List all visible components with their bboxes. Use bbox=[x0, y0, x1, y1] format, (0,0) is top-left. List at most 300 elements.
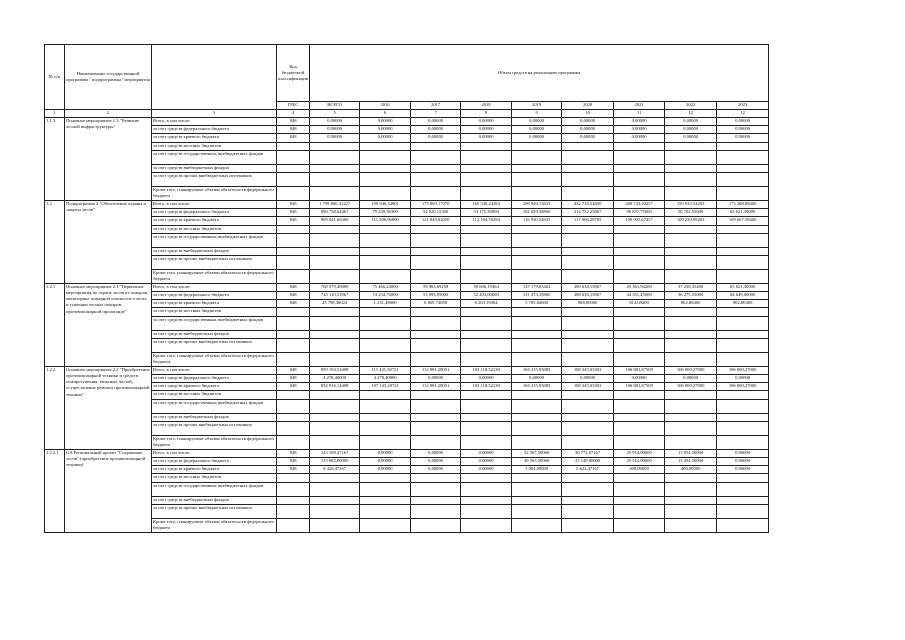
column-number: 6 bbox=[360, 110, 411, 118]
table-row bbox=[45, 269, 769, 283]
amount-cell bbox=[310, 352, 360, 366]
amount-cell bbox=[512, 421, 562, 435]
amount-cell: 0,00000 bbox=[461, 126, 512, 134]
table-row bbox=[45, 300, 769, 308]
grbs-code bbox=[277, 496, 310, 504]
amount-cell: 116 930,54833 bbox=[512, 217, 562, 225]
amount-cell: 59 963,69258 bbox=[411, 283, 461, 291]
amount-cell bbox=[665, 316, 717, 330]
col-header-year: 2018 bbox=[461, 102, 512, 110]
amount-cell: 182 059,58800 bbox=[512, 209, 562, 217]
grbs-code bbox=[277, 142, 310, 150]
grbs-code bbox=[277, 391, 310, 399]
amount-cell: 44 351,25000 bbox=[614, 292, 665, 300]
col-header-code: Код бюджетной классификации bbox=[277, 45, 310, 102]
amount-cell: 90 837,75000 bbox=[614, 209, 665, 217]
funding-source: за счет средств краевого бюджета bbox=[152, 466, 277, 474]
amount-cell: 0,00000 bbox=[512, 118, 562, 126]
amount-cell: 0,00000 bbox=[360, 134, 411, 142]
amount-cell bbox=[717, 255, 769, 269]
amount-cell bbox=[665, 186, 717, 200]
grbs-code bbox=[277, 172, 310, 186]
amount-cell bbox=[614, 518, 665, 532]
funding-source: за счет средств местных бюджетов bbox=[152, 474, 277, 482]
amount-cell: 104 415,93085 bbox=[512, 383, 562, 391]
amount-cell: 0,00000 bbox=[562, 126, 614, 134]
amount-cell bbox=[411, 225, 461, 233]
table-row bbox=[45, 142, 769, 150]
amount-cell: 45 514,00000 bbox=[614, 457, 665, 465]
amount-cell: 0,00000 bbox=[717, 126, 769, 134]
grbs-code bbox=[277, 255, 310, 269]
table-row bbox=[45, 134, 769, 142]
col-header-num: № п/п bbox=[45, 45, 65, 110]
amount-cell bbox=[310, 518, 360, 532]
amount-cell bbox=[411, 391, 461, 399]
table-row bbox=[45, 225, 769, 233]
amount-cell bbox=[562, 225, 614, 233]
amount-cell: 0,00000 bbox=[665, 375, 717, 383]
funding-source: Всего, в том числе: bbox=[152, 449, 277, 457]
amount-cell bbox=[614, 482, 665, 496]
amount-cell bbox=[665, 225, 717, 233]
amount-cell bbox=[411, 504, 461, 518]
amount-cell bbox=[614, 186, 665, 200]
amount-cell bbox=[717, 316, 769, 330]
amount-cell: 5 622,47167 bbox=[562, 466, 614, 474]
grbs-code: 848 bbox=[277, 134, 310, 142]
amount-cell: 0,00000 bbox=[360, 449, 411, 457]
amount-cell: 0,00000 bbox=[614, 126, 665, 134]
amount-cell: 165 540,24284 bbox=[461, 200, 512, 208]
grbs-code: 848 bbox=[277, 366, 310, 374]
amount-cell: 3 004,00000 bbox=[512, 466, 562, 474]
grbs-code bbox=[277, 352, 310, 366]
program-name: Основное мероприятие 1.3 "Развитие лесной инфраструктуры" bbox=[65, 118, 152, 201]
amount-cell bbox=[461, 186, 512, 200]
column-number: 2 bbox=[65, 110, 152, 118]
amount-cell bbox=[461, 142, 512, 150]
funding-source: за счет средств краевого бюджета bbox=[152, 134, 277, 142]
amount-cell: 137 179,03402 bbox=[512, 283, 562, 291]
table-row bbox=[45, 504, 769, 518]
column-number: 8 bbox=[461, 110, 512, 118]
table-row bbox=[45, 375, 769, 383]
table-row bbox=[45, 399, 769, 413]
table-row bbox=[45, 482, 769, 496]
amount-cell bbox=[411, 150, 461, 164]
amount-cell: 65 621,30000 bbox=[717, 209, 769, 217]
grbs-code bbox=[277, 316, 310, 330]
funding-source: за счет средств государственных внебюджетных фондов bbox=[152, 316, 277, 330]
amount-cell bbox=[461, 435, 512, 449]
amount-cell bbox=[411, 255, 461, 269]
amount-cell bbox=[717, 186, 769, 200]
amount-cell bbox=[562, 352, 614, 366]
amount-cell bbox=[310, 255, 360, 269]
amount-cell: 909 041,66360 bbox=[310, 217, 360, 225]
amount-cell: 108 345,03302 bbox=[562, 366, 614, 374]
amount-cell bbox=[360, 255, 411, 269]
grbs-code: 848 bbox=[277, 217, 310, 225]
amount-cell: 109 905,67257 bbox=[614, 217, 665, 225]
column-number: 4 bbox=[277, 110, 310, 118]
amount-cell: 988,00000 bbox=[562, 300, 614, 308]
amount-cell: 49 563,50000 bbox=[512, 457, 562, 465]
amount-cell bbox=[310, 186, 360, 200]
grbs-code bbox=[277, 518, 310, 532]
amount-cell bbox=[717, 150, 769, 164]
amount-cell bbox=[512, 308, 562, 316]
col-header-year: 2021 bbox=[614, 102, 665, 110]
amount-cell bbox=[512, 142, 562, 150]
grbs-code bbox=[277, 413, 310, 421]
table-row bbox=[45, 449, 769, 457]
amount-cell bbox=[717, 518, 769, 532]
amount-cell bbox=[512, 172, 562, 186]
amount-cell: 131 473,18800 bbox=[512, 292, 562, 300]
amount-cell bbox=[665, 338, 717, 352]
amount-cell bbox=[411, 233, 461, 247]
amount-cell: 117 966,29783 bbox=[562, 217, 614, 225]
amount-cell: 103 118,52130 bbox=[461, 383, 512, 391]
table-row bbox=[45, 150, 769, 164]
amount-cell bbox=[562, 142, 614, 150]
amount-cell bbox=[562, 504, 614, 518]
table-row bbox=[45, 474, 769, 482]
amount-cell: 0,00000 bbox=[461, 449, 512, 457]
amount-cell: 0,00000 bbox=[411, 375, 461, 383]
grbs-code: 848 bbox=[277, 457, 310, 465]
grbs-code: 848 bbox=[277, 283, 310, 291]
amount-cell bbox=[461, 391, 512, 399]
column-number: 10 bbox=[562, 110, 614, 118]
grbs-code: 848 bbox=[277, 383, 310, 391]
amount-cell bbox=[512, 338, 562, 352]
amount-cell bbox=[665, 269, 717, 283]
amount-cell bbox=[310, 269, 360, 283]
amount-cell bbox=[717, 435, 769, 449]
amount-cell bbox=[360, 247, 411, 255]
funding-source: за счет средств внебюджетных фондов bbox=[152, 496, 277, 504]
amount-cell bbox=[717, 421, 769, 435]
amount-cell bbox=[461, 482, 512, 496]
amount-cell: 314 752,25067 bbox=[562, 209, 614, 217]
amount-cell bbox=[461, 413, 512, 421]
amount-cell bbox=[310, 496, 360, 504]
amount-cell bbox=[310, 421, 360, 435]
column-number: 3 bbox=[152, 110, 277, 118]
amount-cell: 50 702,55000 bbox=[665, 209, 717, 217]
amount-cell: 0,00000 bbox=[614, 118, 665, 126]
amount-cell bbox=[614, 150, 665, 164]
amount-cell: 107 143,20721 bbox=[360, 383, 411, 391]
funding-source: Всего, в том числе: bbox=[152, 200, 277, 208]
amount-cell bbox=[717, 330, 769, 338]
table-row bbox=[45, 391, 769, 399]
table-row bbox=[45, 413, 769, 421]
amount-cell: 0,00000 bbox=[562, 118, 614, 126]
amount-cell bbox=[614, 352, 665, 366]
amount-cell bbox=[665, 421, 717, 435]
amount-cell bbox=[310, 338, 360, 352]
amount-cell: 108 345,03302 bbox=[562, 383, 614, 391]
table-row bbox=[45, 292, 769, 300]
grbs-code bbox=[277, 233, 310, 247]
amount-cell: 58 606,19364 bbox=[461, 283, 512, 291]
amount-cell bbox=[614, 330, 665, 338]
funding-source: за счет средств внебюджетных фондов bbox=[152, 413, 277, 421]
amount-cell bbox=[411, 172, 461, 186]
amount-cell bbox=[461, 269, 512, 283]
grbs-code bbox=[277, 269, 310, 283]
amount-cell: 112 881,28051 bbox=[411, 383, 461, 391]
column-number: 9 bbox=[512, 110, 562, 118]
amount-cell bbox=[360, 352, 411, 366]
table-row bbox=[45, 308, 769, 316]
funding-source: Кроме того, планируемые объемы обязательств федерального бюджета bbox=[152, 435, 277, 449]
amount-cell bbox=[562, 413, 614, 421]
funding-source: за счет средств федерального бюджета bbox=[152, 209, 277, 217]
amount-cell: 45 363,94200 bbox=[614, 283, 665, 291]
amount-cell bbox=[360, 518, 411, 532]
amount-cell bbox=[512, 316, 562, 330]
amount-cell bbox=[562, 308, 614, 316]
amount-cell: 0,00000 bbox=[411, 118, 461, 126]
amount-cell: 175 869,17070 bbox=[411, 200, 461, 208]
amount-cell: 5 705,84600 bbox=[512, 300, 562, 308]
amount-cell bbox=[717, 474, 769, 482]
amount-cell: 52 403,00000 bbox=[461, 292, 512, 300]
amount-cell bbox=[461, 504, 512, 518]
col-header-source bbox=[152, 45, 277, 110]
amount-cell: 0,00000 bbox=[461, 375, 512, 383]
amount-cell: 133 682,00000 bbox=[310, 457, 360, 465]
amount-cell bbox=[562, 474, 614, 482]
amount-cell bbox=[461, 233, 512, 247]
funding-source: за счет средств местных бюджетов bbox=[152, 308, 277, 316]
amount-cell bbox=[310, 504, 360, 518]
amount-cell: 0,00000 bbox=[665, 134, 717, 142]
amount-cell: 0,00000 bbox=[411, 134, 461, 142]
amount-cell: 859 194,54408 bbox=[310, 366, 360, 374]
column-number: 12 bbox=[717, 110, 769, 118]
amount-cell: 0,00000 bbox=[717, 118, 769, 126]
amount-cell bbox=[614, 474, 665, 482]
table-row bbox=[45, 118, 769, 126]
amount-cell bbox=[310, 316, 360, 330]
amount-cell bbox=[310, 391, 360, 399]
amount-cell bbox=[512, 474, 562, 482]
amount-cell: 0,00000 bbox=[411, 466, 461, 474]
amount-cell: 13 454,50000 bbox=[665, 457, 717, 465]
program-name: GA Региональный проект "Сохранение лесов" (приобретение противопожарной техники) bbox=[65, 449, 152, 532]
amount-cell bbox=[360, 338, 411, 352]
amount-cell: 0,00000 bbox=[717, 449, 769, 457]
funding-source: за счет средств прочих внебюджетных источников bbox=[152, 421, 277, 435]
amount-cell bbox=[360, 482, 411, 496]
amount-cell bbox=[717, 338, 769, 352]
amount-cell: 0,00000 bbox=[614, 375, 665, 383]
amount-cell: 0,00000 bbox=[717, 375, 769, 383]
table-row bbox=[45, 209, 769, 217]
funding-source: за счет средств местных бюджетов bbox=[152, 391, 277, 399]
amount-cell: 4 278,40000 bbox=[310, 375, 360, 383]
amount-cell: 190 946,32801 bbox=[360, 200, 411, 208]
amount-cell: 74 234,76000 bbox=[360, 292, 411, 300]
amount-cell: 0,00000 bbox=[360, 118, 411, 126]
amount-cell bbox=[665, 474, 717, 482]
amount-cell bbox=[614, 269, 665, 283]
amount-cell: 121 849,02050 bbox=[411, 217, 461, 225]
grbs-code bbox=[277, 150, 310, 164]
funding-source: за счет средств прочих внебюджетных источников bbox=[152, 172, 277, 186]
amount-cell: 0,00000 bbox=[360, 466, 411, 474]
amount-cell bbox=[360, 474, 411, 482]
amount-cell bbox=[411, 421, 461, 435]
amount-cell bbox=[614, 399, 665, 413]
amount-cell bbox=[360, 316, 411, 330]
amount-cell bbox=[717, 352, 769, 366]
amount-cell bbox=[562, 247, 614, 255]
amount-cell bbox=[512, 391, 562, 399]
amount-cell bbox=[512, 255, 562, 269]
amount-cell bbox=[717, 399, 769, 413]
amount-cell bbox=[717, 413, 769, 421]
grbs-code: 848 bbox=[277, 449, 310, 457]
amount-cell: 4 278,40000 bbox=[360, 375, 411, 383]
amount-cell: 400,00000 bbox=[614, 466, 665, 474]
amount-cell bbox=[614, 413, 665, 421]
funding-source: Всего, в том числе: bbox=[152, 283, 277, 291]
amount-cell: 23 798,36022 bbox=[310, 300, 360, 308]
amount-cell: 0,00000 bbox=[562, 375, 614, 383]
amount-cell bbox=[512, 413, 562, 421]
amount-cell bbox=[411, 413, 461, 421]
amount-cell bbox=[411, 142, 461, 150]
amount-cell bbox=[461, 352, 512, 366]
col-header-year: 2020 bbox=[562, 102, 614, 110]
funding-source: за счет средств государственных внебюджетных фондов bbox=[152, 399, 277, 413]
amount-cell bbox=[461, 330, 512, 338]
funding-source: за счет средств краевого бюджета bbox=[152, 217, 277, 225]
table-row bbox=[45, 496, 769, 504]
amount-cell bbox=[360, 399, 411, 413]
column-number: 5 bbox=[310, 110, 360, 118]
column-number-row bbox=[45, 110, 769, 118]
amount-cell bbox=[665, 391, 717, 399]
funding-source: за счет средств прочих внебюджетных источников bbox=[152, 255, 277, 269]
amount-cell bbox=[665, 399, 717, 413]
amount-cell: 0,00000 bbox=[461, 134, 512, 142]
funding-source: за счет средств внебюджетных фондов bbox=[152, 330, 277, 338]
program-name: Основное мероприятие 2.1 "Первичные мероприятия по охране лесов от пожаров, мониторинг пожарной опасности в лесах и тушению лесных пожаров, противопожарной пропаганде" bbox=[65, 283, 152, 366]
amount-cell: 175 288,88400 bbox=[717, 200, 769, 208]
amount-cell bbox=[665, 164, 717, 172]
col-header-year: 2017 bbox=[411, 102, 461, 110]
amount-cell: 109 667,58400 bbox=[717, 217, 769, 225]
amount-cell: 64 649,00000 bbox=[717, 292, 769, 300]
amount-cell: 962,80400 bbox=[717, 300, 769, 308]
amount-cell bbox=[411, 399, 461, 413]
column-number: 11 bbox=[614, 110, 665, 118]
amount-cell bbox=[411, 186, 461, 200]
grbs-code bbox=[277, 186, 310, 200]
amount-cell bbox=[562, 338, 614, 352]
table-row bbox=[45, 172, 769, 186]
table-row bbox=[45, 126, 769, 134]
amount-cell: 104 415,93085 bbox=[512, 366, 562, 374]
amount-cell bbox=[562, 421, 614, 435]
column-number: 7 bbox=[411, 110, 461, 118]
amount-cell bbox=[512, 352, 562, 366]
table-row bbox=[45, 186, 769, 200]
amount-cell bbox=[310, 164, 360, 172]
amount-cell bbox=[512, 247, 562, 255]
amount-cell bbox=[614, 233, 665, 247]
amount-cell: 45 914,00000 bbox=[614, 449, 665, 457]
amount-cell bbox=[310, 150, 360, 164]
amount-cell bbox=[461, 308, 512, 316]
amount-cell: 112 881,28051 bbox=[411, 366, 461, 374]
amount-cell bbox=[411, 474, 461, 482]
funding-source: за счет средств федерального бюджета bbox=[152, 126, 277, 134]
col-header-year: 2022 bbox=[665, 102, 717, 110]
table-row bbox=[45, 435, 769, 449]
amount-cell bbox=[562, 150, 614, 164]
amount-cell: 106 000,27000 bbox=[665, 366, 717, 374]
amount-cell bbox=[717, 172, 769, 186]
funding-source: за счет средств государственных внебюджетных фондов bbox=[152, 233, 277, 247]
table-row bbox=[45, 383, 769, 391]
amount-cell: 53 175,30000 bbox=[461, 209, 512, 217]
amount-cell bbox=[512, 496, 562, 504]
amount-cell bbox=[717, 308, 769, 316]
amount-cell bbox=[614, 316, 665, 330]
funding-source: за счет средств федерального бюджета bbox=[152, 457, 277, 465]
amount-cell bbox=[461, 338, 512, 352]
amount-cell: 109 230,99203 bbox=[665, 217, 717, 225]
amount-cell bbox=[310, 399, 360, 413]
amount-cell bbox=[665, 172, 717, 186]
amount-cell bbox=[614, 142, 665, 150]
amount-cell bbox=[360, 504, 411, 518]
amount-cell: 432 718,54850 bbox=[562, 200, 614, 208]
amount-cell bbox=[411, 316, 461, 330]
amount-cell: 768 979,40889 bbox=[310, 283, 360, 291]
amount-cell: 0,00000 bbox=[512, 126, 562, 134]
amount-cell bbox=[310, 482, 360, 496]
amount-cell bbox=[562, 482, 614, 496]
table-body bbox=[45, 110, 769, 533]
amount-cell bbox=[310, 330, 360, 338]
col-header-name: Наименование государственной программы / подпрограммы / мероприятия bbox=[65, 45, 152, 110]
amount-cell bbox=[360, 186, 411, 200]
grbs-code bbox=[277, 308, 310, 316]
amount-cell bbox=[665, 413, 717, 421]
table-row bbox=[45, 247, 769, 255]
table-row bbox=[45, 338, 769, 352]
amount-cell bbox=[614, 164, 665, 172]
amount-cell bbox=[665, 247, 717, 255]
amount-cell bbox=[512, 435, 562, 449]
amount-cell bbox=[512, 164, 562, 172]
table-row bbox=[45, 466, 769, 474]
column-number: 1 bbox=[45, 110, 65, 118]
amount-cell bbox=[562, 316, 614, 330]
amount-cell bbox=[461, 172, 512, 186]
amount-cell bbox=[360, 233, 411, 247]
